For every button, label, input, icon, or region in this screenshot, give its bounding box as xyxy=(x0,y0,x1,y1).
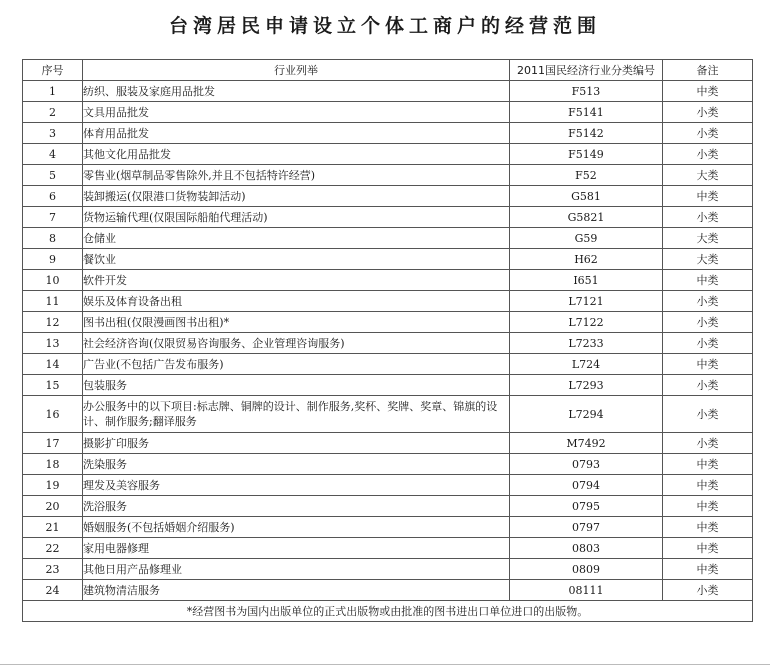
row-industry: 体育用品批发 xyxy=(83,123,510,144)
table-row xyxy=(23,354,753,375)
table-row xyxy=(23,559,753,580)
row-industry: 广告业(不包括广告发布服务) xyxy=(83,354,510,375)
row-industry: 纺织、服装及家庭用品批发 xyxy=(83,81,510,102)
table-row xyxy=(23,291,753,312)
row-note: 中类 xyxy=(663,538,753,559)
table-row xyxy=(23,228,753,249)
row-note: 小类 xyxy=(663,123,753,144)
row-industry: 摄影扩印服务 xyxy=(83,433,510,454)
row-num: 14 xyxy=(23,354,83,375)
row-num: 1 xyxy=(23,81,83,102)
header-industry: 行业列举 xyxy=(83,60,510,81)
row-note: 中类 xyxy=(663,517,753,538)
row-note: 中类 xyxy=(663,186,753,207)
row-industry: 社会经济咨询(仅限贸易咨询服务、企业管理咨询服务) xyxy=(83,333,510,354)
row-industry: 娱乐及体育设备出租 xyxy=(83,291,510,312)
row-code: F513 xyxy=(510,81,663,102)
row-num: 13 xyxy=(23,333,83,354)
table-row xyxy=(23,538,753,559)
row-num: 20 xyxy=(23,496,83,517)
row-code: G5821 xyxy=(510,207,663,228)
table-row xyxy=(23,312,753,333)
row-num: 9 xyxy=(23,249,83,270)
row-code: L7122 xyxy=(510,312,663,333)
row-industry: 办公服务中的以下项目:标志牌、铜牌的设计、制作服务,奖杯、奖牌、奖章、锦旗的设计、制作服务;翻译服务 xyxy=(83,396,510,433)
row-note: 大类 xyxy=(663,228,753,249)
row-num: 5 xyxy=(23,165,83,186)
row-num: 16 xyxy=(23,396,83,433)
table-row xyxy=(23,102,753,123)
row-num: 15 xyxy=(23,375,83,396)
row-industry: 软件开发 xyxy=(83,270,510,291)
table-row xyxy=(23,517,753,538)
row-code: L724 xyxy=(510,354,663,375)
row-num: 3 xyxy=(23,123,83,144)
row-code: H62 xyxy=(510,249,663,270)
row-num: 21 xyxy=(23,517,83,538)
row-industry: 货物运输代理(仅限国际船舶代理活动) xyxy=(83,207,510,228)
row-industry: 理发及美容服务 xyxy=(83,475,510,496)
row-note: 大类 xyxy=(663,249,753,270)
header-num: 序号 xyxy=(23,60,83,81)
row-num: 19 xyxy=(23,475,83,496)
row-num: 22 xyxy=(23,538,83,559)
row-industry: 文具用品批发 xyxy=(83,102,510,123)
row-code: 0803 xyxy=(510,538,663,559)
row-code: L7233 xyxy=(510,333,663,354)
row-num: 23 xyxy=(23,559,83,580)
business-scope-table xyxy=(22,59,753,622)
table-row xyxy=(23,475,753,496)
table-row xyxy=(23,454,753,475)
table-row xyxy=(23,207,753,228)
row-industry: 洗染服务 xyxy=(83,454,510,475)
row-code: M7492 xyxy=(510,433,663,454)
row-num: 12 xyxy=(23,312,83,333)
row-num: 10 xyxy=(23,270,83,291)
table-row xyxy=(23,81,753,102)
row-note: 小类 xyxy=(663,291,753,312)
header-note: 备注 xyxy=(663,60,753,81)
row-industry: 包装服务 xyxy=(83,375,510,396)
table-row xyxy=(23,186,753,207)
table-row xyxy=(23,396,753,433)
row-note: 大类 xyxy=(663,165,753,186)
row-num: 18 xyxy=(23,454,83,475)
table-header-row xyxy=(23,60,753,81)
row-industry: 家用电器修理 xyxy=(83,538,510,559)
row-note: 中类 xyxy=(663,559,753,580)
row-code: 0795 xyxy=(510,496,663,517)
row-code: L7121 xyxy=(510,291,663,312)
table-row xyxy=(23,580,753,601)
row-code: 0794 xyxy=(510,475,663,496)
table-row xyxy=(23,375,753,396)
row-code: F5142 xyxy=(510,123,663,144)
row-code: 0793 xyxy=(510,454,663,475)
row-code: 08111 xyxy=(510,580,663,601)
row-industry: 餐饮业 xyxy=(83,249,510,270)
row-code: F52 xyxy=(510,165,663,186)
row-industry: 建筑物清洁服务 xyxy=(83,580,510,601)
row-num: 7 xyxy=(23,207,83,228)
row-code: F5141 xyxy=(510,102,663,123)
row-industry: 婚姻服务(不包括婚姻介绍服务) xyxy=(83,517,510,538)
row-code: G59 xyxy=(510,228,663,249)
row-industry: 装卸搬运(仅限港口货物装卸活动) xyxy=(83,186,510,207)
row-industry: 零售业(烟草制品零售除外,并且不包括特许经营) xyxy=(83,165,510,186)
row-code: I651 xyxy=(510,270,663,291)
footnote: *经营图书为国内出版单位的正式出版物或由批准的图书进出口单位进口的出版物。 xyxy=(23,601,753,622)
row-num: 11 xyxy=(23,291,83,312)
table-row xyxy=(23,144,753,165)
row-num: 4 xyxy=(23,144,83,165)
row-note: 小类 xyxy=(663,333,753,354)
row-note: 小类 xyxy=(663,433,753,454)
row-num: 17 xyxy=(23,433,83,454)
row-note: 中类 xyxy=(663,354,753,375)
row-num: 8 xyxy=(23,228,83,249)
header-code: 2011国民经济行业分类编号 xyxy=(510,60,663,81)
row-note: 小类 xyxy=(663,396,753,433)
table-row xyxy=(23,123,753,144)
table-row xyxy=(23,496,753,517)
table-row xyxy=(23,270,753,291)
row-industry: 洗浴服务 xyxy=(83,496,510,517)
table-body xyxy=(23,81,753,622)
row-code: 0809 xyxy=(510,559,663,580)
row-note: 小类 xyxy=(663,375,753,396)
row-note: 小类 xyxy=(663,207,753,228)
row-industry: 仓储业 xyxy=(83,228,510,249)
table-row xyxy=(23,165,753,186)
row-note: 中类 xyxy=(663,475,753,496)
row-note: 中类 xyxy=(663,270,753,291)
row-note: 小类 xyxy=(663,144,753,165)
row-industry: 图书出租(仅限漫画图书出租)* xyxy=(83,312,510,333)
row-code: 0797 xyxy=(510,517,663,538)
row-note: 中类 xyxy=(663,496,753,517)
row-num: 2 xyxy=(23,102,83,123)
row-num: 24 xyxy=(23,580,83,601)
table-row xyxy=(23,249,753,270)
row-code: G581 xyxy=(510,186,663,207)
table-row xyxy=(23,333,753,354)
row-note: 中类 xyxy=(663,81,753,102)
bottom-divider xyxy=(0,664,770,665)
footnote-row xyxy=(23,601,753,622)
row-code: L7293 xyxy=(510,375,663,396)
row-note: 小类 xyxy=(663,312,753,333)
row-note: 中类 xyxy=(663,454,753,475)
row-note: 小类 xyxy=(663,580,753,601)
row-code: F5149 xyxy=(510,144,663,165)
row-num: 6 xyxy=(23,186,83,207)
row-note: 小类 xyxy=(663,102,753,123)
row-industry: 其他文化用品批发 xyxy=(83,144,510,165)
page-title: 台湾居民申请设立个体工商户的经营范围 xyxy=(168,15,601,37)
row-code: L7294 xyxy=(510,396,663,433)
row-industry: 其他日用产品修理业 xyxy=(83,559,510,580)
table-row xyxy=(23,433,753,454)
